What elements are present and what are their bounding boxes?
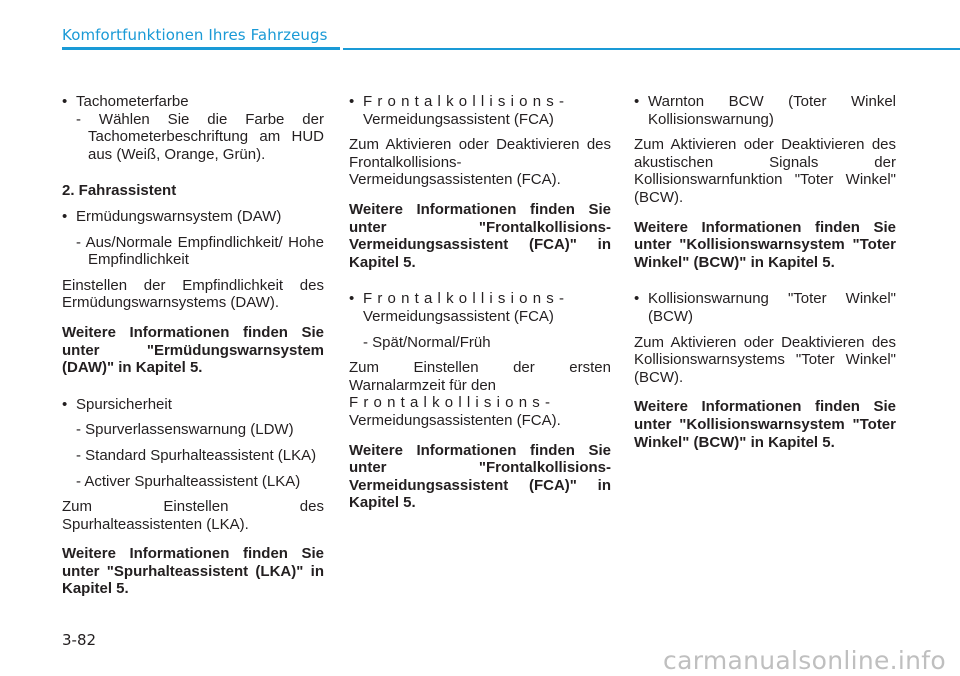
- sub-item-standard-lka: - Standard Spurhalteassistent (LKA): [76, 446, 317, 464]
- header-rule-thin: [343, 48, 960, 50]
- bullet-fca-line2: Vermeidungsassistent (FCA): [363, 110, 554, 128]
- sub-item-ldw: - Spurverlassenswarnung (LDW): [76, 421, 294, 439]
- sub-item-farbe-waehlen: - Wählen Sie die Farbe der Tachometerbeschriftung am HUD aus (Weiß, Orange, Grün).: [76, 110, 324, 163]
- column-3: [634, 93, 896, 451]
- sub-item-spaet-normal-frueh: - Spät/Normal/Früh: [363, 333, 491, 351]
- bullet-fca-aktivieren: [349, 93, 611, 128]
- paragraph-lka-einstellen: Zum Einstellen des Spurhalteassistenten (LKA).: [62, 498, 324, 533]
- sub-item-activer-lka: - Activer Spurhalteassistent (LKA): [76, 472, 301, 490]
- bullet-fca-line1: Frontalkollisions-: [363, 93, 570, 110]
- bullet-daw: • Ermüdungswarnsystem (DAW): [62, 208, 324, 226]
- bullet-warnton-bcw: • Warnton BCW (Toter Winkel Kollisionswarnung): [634, 93, 896, 128]
- paragraph-fca-warnzeit-line3: Vermeidungsassistenten (FCA).: [349, 411, 561, 429]
- paragraph-fca-warnzeit-line2: Frontalkollisions-: [349, 394, 556, 412]
- reference-note-lka: Weitere Informationen finden Sie unter "Spurhalteassistent (LKA)" in Kapitel 5.: [62, 545, 324, 598]
- bullet-fca-warnzeit: [349, 290, 611, 325]
- sub-item-empfindlichkeit: - Aus/Normale Empfindlichkeit/ Hohe Empfindlichkeit: [76, 233, 324, 269]
- reference-note-fca-1: Weitere Informationen finden Sie unter "Frontalkollisions-Vermeidungsassistent (FCA)" in Kapitel 5.: [349, 200, 611, 271]
- header-rule-thick: [62, 47, 340, 50]
- paragraph-bcw-signal: Zum Aktivieren oder Deaktivieren des akustischen Signals der Kollisionswarnfunktion "Toter Winkel" (BCW).: [634, 136, 896, 206]
- reference-note-bcw-1: Weitere Informationen finden Sie unter "Kollisionswarnsystem "Toter Winkel" (BCW)" in Kapitel 5.: [634, 218, 896, 271]
- paragraph-daw-einstellen: Einstellen der Empfindlichkeit des Ermüdungswarnsystems (DAW).: [62, 276, 324, 312]
- column-1: [62, 93, 324, 598]
- bullet-fca2-line1: Frontalkollisions-: [363, 290, 570, 308]
- reference-note-bcw-2: Weitere Informationen finden Sie unter "Kollisionswarnsystem "Toter Winkel" (BCW)" in Kapitel 5.: [634, 398, 896, 451]
- column-2: [349, 93, 611, 512]
- bullet-kollisionswarnung-bcw: • Kollisionswarnung "Toter Winkel" (BCW): [634, 290, 896, 325]
- reference-note-daw: Weitere Informationen finden Sie unter "Ermüdungswarnsystem (DAW)" in Kapitel 5.: [62, 323, 324, 377]
- reference-note-fca-2: Weitere Informationen finden Sie unter "Frontalkollisions-Vermeidungsassistent (FCA)" in Kapitel 5.: [349, 441, 611, 512]
- bullet-tachometerfarbe: • Tachometerfarbe: [62, 93, 324, 111]
- paragraph-fca-warnzeit-line1: Zum Einstellen der ersten Warnalarmzeit für den: [349, 359, 611, 394]
- paragraph-fca-warnzeit: [349, 359, 611, 429]
- bullet-fca2-line2: Vermeidungsassistent (FCA): [363, 307, 554, 325]
- section-header-title: Komfortfunktionen Ihres Fahrzeugs: [62, 26, 328, 44]
- paragraph-bcw-system: Zum Aktivieren oder Deaktivieren des Kollisionswarnsystems "Toter Winkel" (BCW).: [634, 333, 896, 386]
- page-number: 3-82: [62, 631, 97, 649]
- bullet-spursicherheit: • Spursicherheit: [62, 396, 324, 414]
- watermark: carmanualsonline.info: [663, 646, 946, 675]
- section-heading-fahrassistent: 2. Fahrassistent: [62, 182, 177, 200]
- paragraph-fca-aktivieren: Zum Aktivieren oder Deaktivieren des Frontalkollisions-Vermeidungsassistenten (FCA).: [349, 136, 611, 189]
